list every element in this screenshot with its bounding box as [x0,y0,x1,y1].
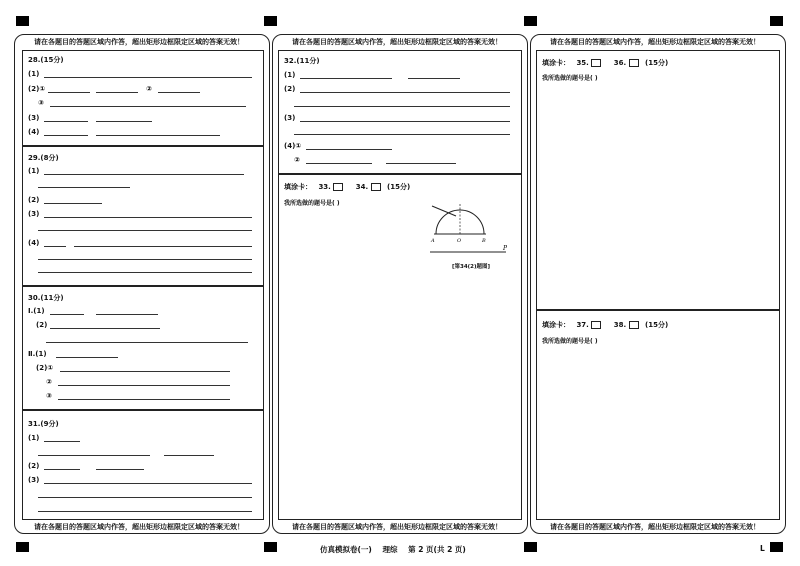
q28-part2-sub2-label: ② [146,85,152,93]
q30-II-2-label: (2)① [36,364,54,372]
question-28-title: 28.(15分) [28,56,64,64]
option-33-label: 33. [318,183,331,191]
q28-part3-label: (3) [28,114,40,122]
screen-p-label: P [503,245,508,252]
answer-line[interactable] [96,92,138,93]
option-37-label: 37. [576,321,589,329]
answer-line[interactable] [38,230,252,231]
option-37-checkbox[interactable] [591,321,601,329]
answer-line[interactable] [96,469,144,470]
option-38-label: 38. [613,321,627,329]
q29-part2-label: (2) [28,196,40,204]
notice-header: 请在各题目的答题区域内作答，超出矩形边框限定区域的答案无效！ [550,38,760,46]
question-29-title: 29.(8分) [28,154,59,162]
question-30-area [22,286,264,410]
answer-line[interactable] [44,246,66,247]
answer-line[interactable] [56,357,118,358]
alignment-mark [524,542,537,552]
q32-part2-label: (2) [284,85,296,93]
answer-line[interactable] [38,511,252,512]
semicircle-figure [426,200,512,262]
answer-line[interactable] [38,497,252,498]
answer-line[interactable] [44,441,80,442]
point-b-label: B [482,238,486,244]
q29-part3-label: (3) [28,210,40,218]
page-footer [320,544,466,555]
elective-card-label [542,58,668,68]
answer-line[interactable] [306,163,372,164]
q29-part1-label: (1) [28,167,40,175]
answer-line[interactable] [158,92,200,93]
answer-line[interactable] [44,77,252,78]
answer-line[interactable] [60,371,230,372]
question-32-area [278,50,522,174]
answer-line[interactable] [44,174,244,175]
q29-part4-label: (4) [28,239,40,247]
point-a-label: A [431,238,435,244]
answer-line[interactable] [44,135,88,136]
alignment-mark [770,16,783,26]
q28-part1-label: (1) [28,70,40,78]
option-36-checkbox[interactable] [629,59,639,67]
option-38-checkbox[interactable] [629,321,639,329]
answer-line[interactable] [96,135,220,136]
q30-I-2-label: (2) [36,321,48,329]
elective-score: (15分) [387,183,411,191]
answer-line[interactable] [50,328,160,329]
answer-line[interactable] [386,163,456,164]
answer-line[interactable] [46,342,248,343]
fill-card-label: 填涂卡： [542,59,570,67]
answer-line[interactable] [300,92,510,93]
elective-score: (15分) [645,59,669,67]
answer-line[interactable] [38,455,150,456]
notice-footer: 请在各题目的答题区域内作答，超出矩形边框限定区域的答案无效！ [292,523,502,531]
elective-card-label [542,320,668,330]
chosen-question-note: 我所选做的题号是( ) [542,75,598,82]
alignment-mark [264,16,277,26]
alignment-mark [770,542,783,552]
answer-line[interactable] [44,203,102,204]
chosen-question-note: 我所选做的题号是( ) [542,338,598,345]
answer-line[interactable] [164,455,214,456]
fill-card-label: 填涂卡： [542,321,570,329]
elective-score: (15分) [645,321,669,329]
answer-line[interactable] [58,385,230,386]
question-30-title: 30.(11分) [28,294,64,302]
answer-line[interactable] [300,78,392,79]
option-33-checkbox[interactable] [333,183,343,191]
answer-line[interactable] [58,399,230,400]
answer-line[interactable] [50,106,246,107]
option-34-checkbox[interactable] [371,183,381,191]
elective-card-label [284,182,410,192]
q31-part2-label: (2) [28,462,40,470]
answer-line[interactable] [44,121,88,122]
question-31-title: 31.(9分) [28,420,59,428]
answer-line[interactable] [96,314,158,315]
answer-line[interactable] [38,272,252,273]
notice-header: 请在各题目的答题区域内作答，超出矩形边框限定区域的答案无效！ [34,38,244,46]
alignment-mark [16,16,29,26]
answer-line[interactable] [294,106,510,107]
corner-mark-label: L [760,544,765,553]
alignment-mark [524,16,537,26]
alignment-mark [16,542,29,552]
answer-line[interactable] [96,121,152,122]
question-32-title: 32.(11分) [284,57,320,65]
q30-II-1-label: Ⅱ.(1) [28,350,47,358]
notice-header: 请在各题目的答题区域内作答，超出矩形边框限定区域的答案无效！ [292,38,502,46]
page-number: 第 2 页(共 2 页) [408,545,466,554]
question-29-area [22,146,264,286]
exam-name: 仿真模拟卷(一) [320,545,372,554]
q30-II-2-sub2-label: ② [46,378,52,386]
q32-part3-label: (3) [284,114,296,122]
option-36-label: 36. [613,59,627,67]
option-35-checkbox[interactable] [591,59,601,67]
answer-line[interactable] [38,187,130,188]
q28-part4-label: (4) [28,128,40,136]
q28-part2-label: (2)① [28,85,46,93]
elective-35-36-area [536,50,780,310]
option-35-label: 35. [576,59,589,67]
q32-part1-label: (1) [284,71,296,79]
q32-part4-label: (4)① [284,142,302,150]
q31-part3-label: (3) [28,476,40,484]
answer-line[interactable] [44,217,252,218]
q32-part4-sub2-label: ② [294,156,300,164]
notice-footer: 请在各题目的答题区域内作答，超出矩形边框限定区域的答案无效！ [34,523,244,531]
point-o-label: O [457,238,462,244]
q30-I-1-label: Ⅰ.(1) [28,307,45,315]
answer-line[interactable] [300,121,510,122]
q30-II-2-sub3-label: ③ [46,392,52,400]
answer-line[interactable] [306,149,392,150]
answer-line[interactable] [44,483,252,484]
answer-line[interactable] [44,469,80,470]
q28-part2-sub3-label: ③ [38,99,44,107]
alignment-mark [264,542,277,552]
answer-line[interactable] [294,134,510,135]
q31-part1-label: (1) [28,434,40,442]
answer-line[interactable] [48,92,90,93]
answer-line[interactable] [74,246,252,247]
answer-line[interactable] [38,259,252,260]
answer-line[interactable] [408,78,460,79]
answer-line[interactable] [50,314,84,315]
fill-card-label: 填涂卡： [284,183,312,191]
figure-caption: [第34(2)题图] [452,264,491,270]
notice-footer: 请在各题目的答题区域内作答，超出矩形边框限定区域的答案无效！ [550,523,760,531]
chosen-question-note: 我所选做的题号是( ) [284,200,340,207]
option-34-label: 34. [355,183,369,191]
subject-name: 理综 [382,545,398,554]
